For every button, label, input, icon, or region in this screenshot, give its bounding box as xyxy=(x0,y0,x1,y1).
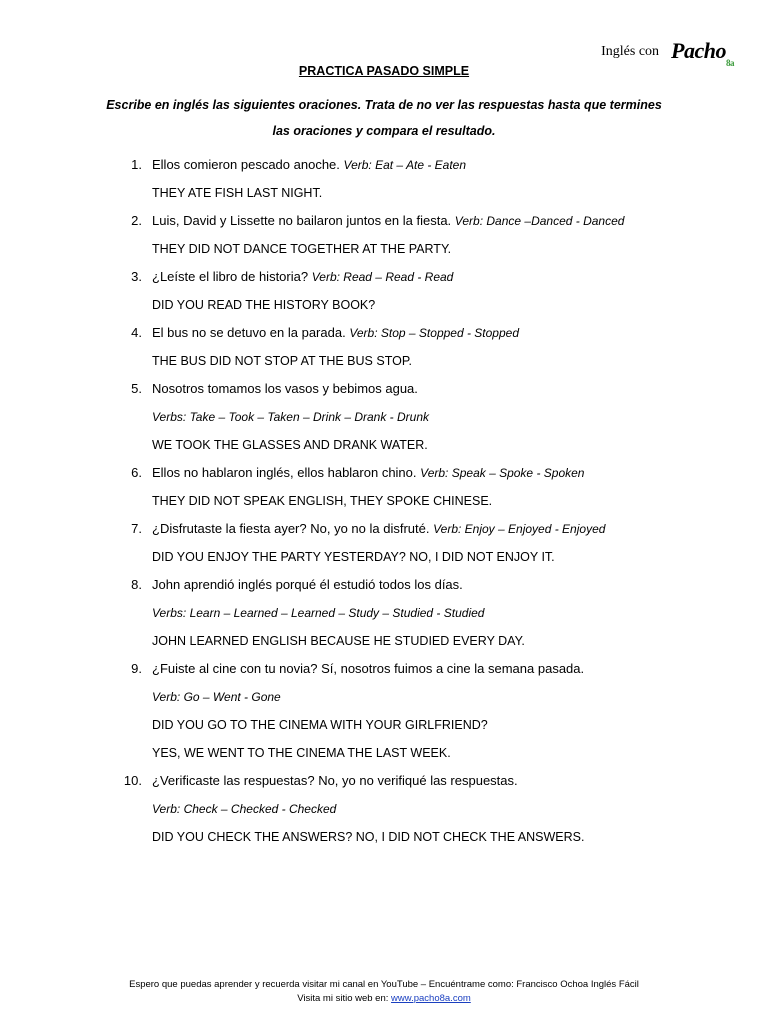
spanish-sentence: ¿Leíste el libro de historia? xyxy=(152,269,309,284)
spanish-line xyxy=(152,518,768,540)
verb-forms: Verb: Enjoy – Enjoyed - Enjoyed xyxy=(433,522,606,536)
exercise-item xyxy=(0,322,768,372)
item-number: 4. xyxy=(131,325,142,340)
page-title: PRACTICA PASADO SIMPLE xyxy=(298,64,470,78)
verb-forms: Verb: Speak – Spoke - Spoken xyxy=(420,466,585,480)
spanish-sentence: Luis, David y Lissette no bailaron juntos en la fiesta. xyxy=(152,213,452,228)
footer xyxy=(0,978,768,1006)
brand-header xyxy=(601,38,734,68)
verb-line xyxy=(152,798,768,820)
exercise-item xyxy=(0,770,768,848)
spanish-sentence: Ellos no hablaron inglés, ellos hablaron chino. xyxy=(152,465,417,480)
spanish-sentence: ¿Fuiste al cine con tu novia? Sí, nosotros fuimos a cine la semana pasada. xyxy=(152,661,585,676)
verb-forms: Verb: Dance –Danced - Danced xyxy=(454,214,625,228)
spanish-line xyxy=(152,266,768,288)
english-answer: DID YOU READ THE HISTORY BOOK? xyxy=(152,298,376,312)
english-answer: THEY DID NOT SPEAK ENGLISH, THEY SPOKE CHINESE. xyxy=(152,494,493,508)
spanish-line xyxy=(152,210,768,232)
item-number: 3. xyxy=(131,269,142,284)
exercise-item xyxy=(0,518,768,568)
spanish-line xyxy=(152,574,768,596)
exercise-item xyxy=(0,210,768,260)
english-answer: DID YOU GO TO THE CINEMA WITH YOUR GIRLFRIEND? xyxy=(152,718,488,732)
exercise-item xyxy=(0,266,768,316)
verb-forms: Verb: Read – Read - Read xyxy=(311,270,454,284)
spanish-sentence: Nosotros tomamos los vasos y bebimos agua. xyxy=(152,381,418,396)
spanish-line xyxy=(152,462,768,484)
english-answer: THEY ATE FISH LAST NIGHT. xyxy=(152,186,323,200)
spanish-line xyxy=(152,322,768,344)
logo-sub-text: 8a xyxy=(726,58,734,68)
item-number: 1. xyxy=(131,157,142,172)
item-number: 7. xyxy=(131,521,142,536)
footer-prefix: Visita mi sitio web en: xyxy=(297,993,392,1004)
english-answer: DID YOU CHECK THE ANSWERS? NO, I DID NOT CHECK THE ANSWERS. xyxy=(152,830,585,844)
spanish-sentence: ¿Disfrutaste la fiesta ayer? No, yo no la disfruté. xyxy=(152,521,430,536)
spanish-sentence: Ellos comieron pescado anoche. xyxy=(152,157,340,172)
verb-forms: Verbs: Take – Took – Taken – Drink – Drank - Drunk xyxy=(152,410,430,424)
verb-forms: Verb: Check – Checked - Checked xyxy=(152,802,337,816)
verb-forms: Verb: Stop – Stopped - Stopped xyxy=(349,326,520,340)
spanish-sentence: John aprendió inglés porqué él estudió todos los días. xyxy=(152,577,463,592)
spanish-line xyxy=(152,770,768,792)
instructions: Escribe en inglés las siguientes oraciones. Trata de no ver las respuestas hasta que termines las oraciones y compara el resultado. xyxy=(106,98,662,138)
brand-text: Inglés con xyxy=(601,44,660,59)
exercise-item xyxy=(0,154,768,204)
item-number: 9. xyxy=(131,661,142,676)
item-number: 2. xyxy=(131,213,142,228)
spanish-line xyxy=(152,154,768,176)
pacho-logo xyxy=(671,38,734,68)
verb-line xyxy=(152,602,768,624)
verb-line xyxy=(152,686,768,708)
item-number: 8. xyxy=(131,577,142,592)
footer-line-2 xyxy=(0,992,768,1006)
exercise-item xyxy=(0,462,768,512)
logo-main-text: Pacho xyxy=(671,38,726,63)
spanish-sentence: ¿Verificaste las respuestas? No, yo no verifiqué las respuestas. xyxy=(152,773,518,788)
verb-line xyxy=(152,406,768,428)
item-number: 6. xyxy=(131,465,142,480)
website-link[interactable]: www.pacho8a.com xyxy=(391,993,471,1004)
english-answer: JOHN LEARNED ENGLISH BECAUSE HE STUDIED EVERY DAY. xyxy=(152,634,525,648)
english-answer: WE TOOK THE GLASSES AND DRANK WATER. xyxy=(152,438,428,452)
exercise-item xyxy=(0,574,768,652)
spanish-sentence: El bus no se detuvo en la parada. xyxy=(152,325,346,340)
english-answer: DID YOU ENJOY THE PARTY YESTERDAY? NO, I DID NOT ENJOY IT. xyxy=(152,550,555,564)
english-answer: THE BUS DID NOT STOP AT THE BUS STOP. xyxy=(152,354,413,368)
exercise-item xyxy=(0,378,768,456)
item-number: 10. xyxy=(123,773,142,788)
english-answer: THEY DID NOT DANCE TOGETHER AT THE PARTY. xyxy=(152,242,452,256)
english-answer: YES, WE WENT TO THE CINEMA THE LAST WEEK. xyxy=(152,746,451,760)
footer-line-1: Espero que puedas aprender y recuerda visitar mi canal en YouTube – Encuéntrame como: Francisco Ochoa Inglés Fácil xyxy=(129,979,639,990)
spanish-line xyxy=(152,378,768,400)
verb-forms: Verbs: Learn – Learned – Learned – Study – Studied - Studied xyxy=(152,606,485,620)
verb-forms: Verb: Go – Went - Gone xyxy=(152,690,281,704)
exercise-item xyxy=(0,658,768,764)
item-number: 5. xyxy=(131,381,142,396)
spanish-line xyxy=(152,658,768,680)
exercise-list xyxy=(0,154,768,848)
verb-forms: Verb: Eat – Ate - Eaten xyxy=(343,158,467,172)
